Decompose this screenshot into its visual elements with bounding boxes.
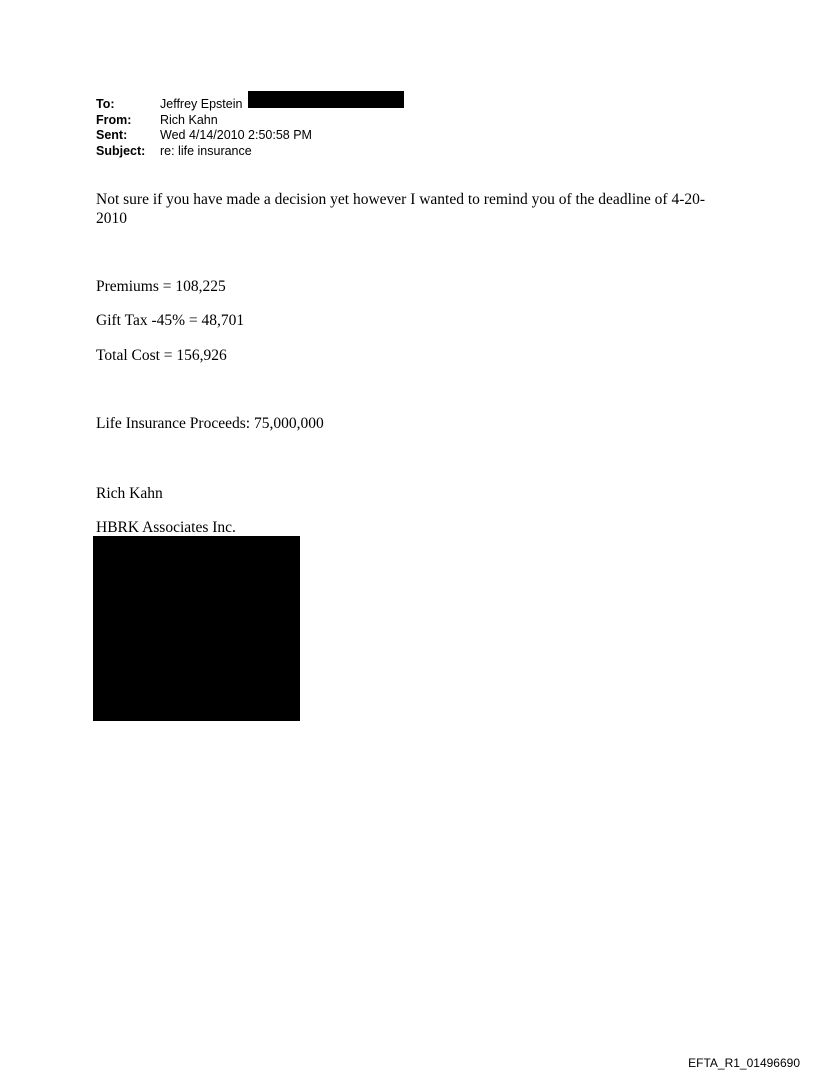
subject-label: Subject: [96, 143, 146, 158]
to-label: To: [96, 97, 115, 111]
to-value [160, 97, 242, 113]
signature-company: HBRK Associates Inc. [96, 519, 236, 536]
to-row [96, 97, 312, 113]
from-label: From: [96, 112, 132, 127]
subject-value: re: life insurance [160, 143, 252, 158]
email-header [96, 97, 312, 159]
to-value-text: Jeffrey Epstein [160, 97, 243, 111]
sent-label: Sent: [96, 128, 128, 142]
subject-row [96, 144, 312, 160]
gift-tax-line: Gift Tax -45% = 48,701 [96, 312, 245, 329]
redaction-bar-email [248, 91, 404, 108]
from-row [96, 113, 312, 129]
intro-paragraph: Not sure if you have made a decision yet however I wanted to remind you of the deadline of 4-20-2010 [96, 191, 706, 227]
total-cost-line: Total Cost = 156,926 [96, 347, 227, 364]
sent-row [96, 128, 312, 144]
signature-name: Rich Kahn [96, 485, 163, 502]
proceeds-line: Life Insurance Proceeds: 75,000,000 [96, 415, 324, 432]
sent-value: Wed 4/14/2010 2:50:58 PM [160, 128, 312, 142]
redaction-block-signature [93, 536, 300, 721]
document-id: EFTA_R1_01496690 [688, 1056, 800, 1070]
from-value: Rich Kahn [160, 112, 218, 127]
premiums-line: Premiums = 108,225 [96, 278, 226, 295]
